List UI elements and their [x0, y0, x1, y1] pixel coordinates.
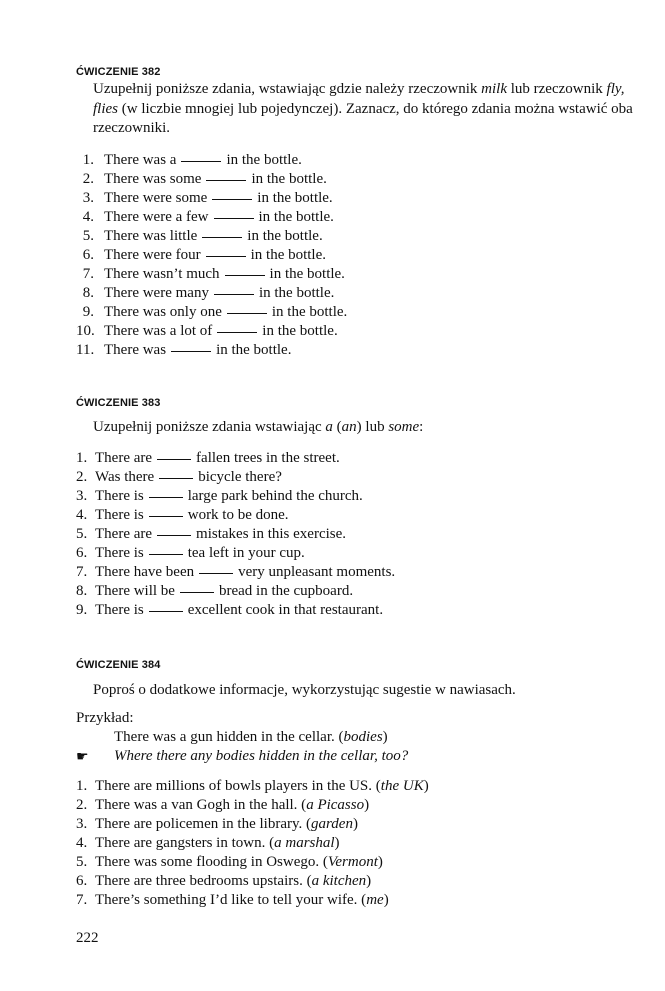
- exercise-382-item: 3. There were some in the bottle.: [82, 190, 333, 206]
- answer-blank: [214, 293, 254, 295]
- exercise-384-heading: ĆWICZENIE 384: [76, 659, 161, 671]
- exercise-384-list: [76, 777, 429, 910]
- example-label: Przykład:: [76, 710, 134, 726]
- answer-blank: [171, 350, 211, 352]
- answer-blank: [149, 515, 183, 517]
- answer-blank: [227, 312, 267, 314]
- exercise-382-item: 4. There were a few in the bottle.: [82, 209, 334, 225]
- exercise-384-item: 3. There are policemen in the library. (garden): [76, 816, 358, 832]
- exercise-382-item: 7. There wasn’t much in the bottle.: [82, 266, 345, 282]
- answer-blank: [206, 179, 246, 181]
- exercise-382-heading: ĆWICZENIE 382: [76, 66, 161, 78]
- answer-blank: [214, 217, 254, 219]
- exercise-382-item: 1. There was a in the bottle.: [82, 152, 302, 168]
- exercise-382-item: 10. There was a lot of in the bottle.: [76, 323, 338, 339]
- answer-blank: [149, 610, 183, 612]
- exercise-384-item: 2. There was a van Gogh in the hall. (a Picasso): [76, 797, 370, 813]
- exercise-383-item: 1. There are fallen trees in the street.: [76, 450, 340, 466]
- exercise-383-item: 9. There is excellent cook in that restaurant.: [76, 602, 384, 618]
- answer-blank: [225, 274, 265, 276]
- answer-blank: [217, 331, 257, 333]
- exercise-383-item: 7. There have been very unpleasant moments.: [76, 564, 396, 580]
- exercise-383-item: 8. There will be bread in the cupboard.: [76, 583, 354, 599]
- exercise-383-heading: ĆWICZENIE 383: [76, 397, 161, 409]
- answer-blank: [206, 255, 246, 257]
- exercise-383-instruction: Uzupełnij poniższe zdania wstawiając a (an) lub some:: [93, 419, 424, 435]
- exercise-382-list: [76, 151, 348, 360]
- answer-blank: [149, 553, 183, 555]
- answer-blank: [157, 534, 191, 536]
- exercise-383-list: [76, 449, 396, 620]
- page-number: 222: [76, 930, 99, 946]
- exercise-384-instruction: Poproś o dodatkowe informacje, wykorzystując sugestie w nawiasach.: [93, 682, 516, 698]
- exercise-384-item: 7. There’s something I’d like to tell your wife. (me): [76, 892, 389, 908]
- exercise-382-item: 9. There was only one in the bottle.: [82, 304, 348, 320]
- example-answer: Where there any bodies hidden in the cellar, too?: [114, 748, 409, 764]
- exercise-384-item: 1. There are millions of bowls players in the US. (the UK): [76, 778, 429, 794]
- answer-blank: [212, 198, 252, 200]
- exercise-383-item: 6. There is tea left in your cup.: [76, 545, 305, 561]
- example-question: There was a gun hidden in the cellar. (bodies): [114, 729, 388, 745]
- exercise-382-instruction: Uzupełnij poniższe zdania, wstawiając gdzie należy rzeczownik milk lub rzeczownik fly, flies (w liczbie mnogiej lub pojedynczej). Zaznacz, do którego zdania można wstawić oba rzeczowniki.: [93, 81, 633, 136]
- exercise-382-item: 11. There was in the bottle.: [76, 342, 292, 358]
- answer-blank: [202, 236, 242, 238]
- answer-blank: [157, 458, 191, 460]
- exercise-384-item: 6. There are three bedrooms upstairs. (a kitchen): [76, 873, 372, 889]
- answer-blank: [199, 572, 233, 574]
- exercise-382-item: 2. There was some in the bottle.: [82, 171, 327, 187]
- pointing-hand-icon: ☛: [76, 750, 89, 765]
- exercise-383-item: 5. There are mistakes in this exercise.: [76, 526, 347, 542]
- exercise-384-item: 5. There was some flooding in Oswego. (Vermont): [76, 854, 383, 870]
- exercise-382-item: 5. There was little in the bottle.: [82, 228, 323, 244]
- answer-blank: [180, 591, 214, 593]
- answer-blank: [159, 477, 193, 479]
- exercise-383-item: 2. Was there bicycle there?: [76, 469, 282, 485]
- exercise-383-item: 3. There is large park behind the church.: [76, 488, 363, 504]
- answer-blank: [149, 496, 183, 498]
- exercise-382-item: 6. There were four in the bottle.: [82, 247, 327, 263]
- exercise-384-item: 4. There are gangsters in town. (a marshal): [76, 835, 340, 851]
- exercise-383-item: 4. There is work to be done.: [76, 507, 289, 523]
- exercise-382-item: 8. There were many in the bottle.: [82, 285, 335, 301]
- answer-blank: [181, 160, 221, 162]
